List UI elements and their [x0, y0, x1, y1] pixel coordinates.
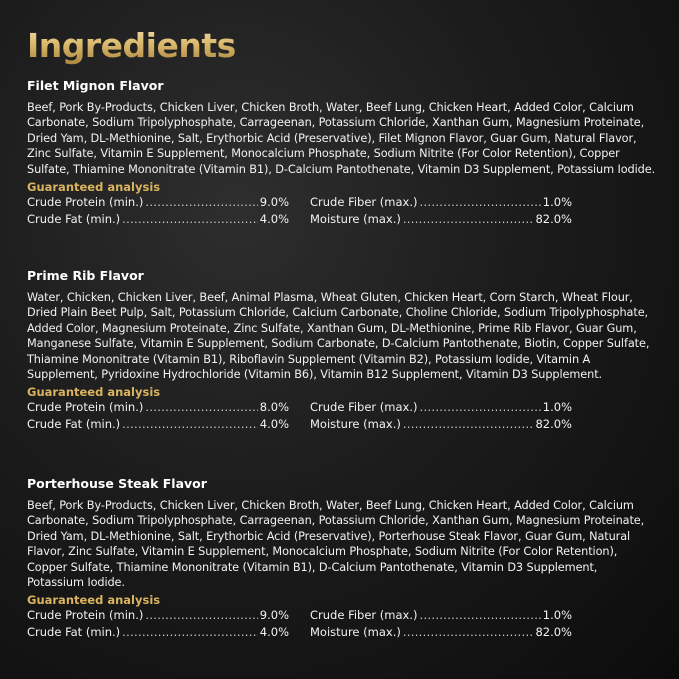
crude-protein-row — [27, 399, 289, 415]
flavor-section-filet-mignon — [27, 78, 657, 228]
moisture-row — [310, 624, 572, 640]
flavor-section-porterhouse — [27, 476, 657, 641]
crude-protein-row — [27, 607, 289, 623]
crude-fat-label: Crude Fat (min.) — [27, 212, 121, 227]
crude-protein-value: 8.0% — [259, 400, 289, 415]
analysis-title: Guaranteed analysis — [27, 593, 161, 608]
moisture-label: Moisture (max.) — [310, 212, 401, 227]
crude-fat-value: 4.0% — [259, 625, 289, 640]
crude-fiber-row — [310, 399, 572, 415]
crude-fat-row — [27, 211, 289, 227]
crude-fiber-value: 1.0% — [542, 608, 572, 623]
crude-protein-value: 9.0% — [259, 608, 289, 623]
flavor-section-prime-rib — [27, 268, 657, 433]
moisture-label: Moisture (max.) — [310, 417, 401, 432]
analysis-title: Guaranteed analysis — [27, 385, 161, 400]
crude-fat-label: Crude Fat (min.) — [27, 625, 121, 640]
ingredient-list: Beef, Pork By-Products, Chicken Liver, Chicken Broth, Water, Beef Lung, Chicken Heart, Added Color, Calcium Carbonate, Sodium Tripolyphosphate, Carrageenan, Potassium Chloride, Xanthan Gum, Magnesium Proteinate, Dried Yam, DL-Methionine, Salt, Erythorbic Acid (Preservative), Porterhouse Steak Flavor, Guar Gum, Natural Flavor, Zinc Sulfate, Vitamin E Supplement, Monocalcium Phosphate, Sodium Nitrite (For Color Retention), Copper Sulfate, Thiamine Mononitrate (Vitamin B1), D-Calcium Pantothenate, Vitamin D3 Supplement, Potassium Iodide. — [27, 499, 645, 590]
moisture-row — [310, 211, 572, 227]
moisture-row — [310, 416, 572, 432]
crude-fat-label: Crude Fat (min.) — [27, 417, 121, 432]
flavor-title: Porterhouse Steak Flavor — [27, 476, 207, 491]
crude-fiber-value: 1.0% — [542, 195, 572, 210]
analysis-title: Guaranteed analysis — [27, 180, 161, 195]
analysis-table — [27, 607, 657, 641]
ingredient-list: Water, Chicken, Chicken Liver, Beef, Animal Plasma, Wheat Gluten, Chicken Heart, Corn Starch, Wheat Flour, Dried Plain Beet Pulp, Salt, Potassium Chloride, Calcium Carbonate, Choline Chloride, Sodium Tripolyphosphate, Added Color, Magnesium Proteinate, Zinc Sulfate, Xanthan Gum, DL-Methionine, Prime Rib Flavor, Guar Gum, Manganese Sulfate, Vitamin E Supplement, Sodium Carbonate, D-Calcium Pantothenate, Biotin, Copper Sulfate, Thiamine Mononitrate (Vitamin B1), Riboflavin Supplement (Vitamin B2), Potassium Iodide, Vitamin A Supplement, Pyridoxine Hydrochloride (Vitamin B6), Vitamin B12 Supplement, Vitamin D3 Supplement. — [27, 291, 650, 382]
crude-protein-value: 9.0% — [259, 195, 289, 210]
analysis-table — [27, 194, 657, 228]
crude-fiber-row — [310, 607, 572, 623]
crude-fiber-label: Crude Fiber (max.) — [310, 195, 418, 210]
flavor-title: Prime Rib Flavor — [27, 268, 144, 283]
crude-fat-value: 4.0% — [259, 417, 289, 432]
crude-fat-row — [27, 416, 289, 432]
crude-fat-row — [27, 624, 289, 640]
crude-protein-row — [27, 194, 289, 210]
crude-protein-label: Crude Protein (min.) — [27, 195, 144, 210]
crude-protein-label: Crude Protein (min.) — [27, 608, 144, 623]
moisture-value: 82.0% — [535, 212, 572, 227]
crude-fat-value: 4.0% — [259, 212, 289, 227]
moisture-value: 82.0% — [535, 417, 572, 432]
page-title: Ingredients — [27, 26, 236, 65]
moisture-value: 82.0% — [535, 625, 572, 640]
crude-fiber-row — [310, 194, 572, 210]
moisture-label: Moisture (max.) — [310, 625, 401, 640]
analysis-table — [27, 399, 657, 433]
crude-fiber-label: Crude Fiber (max.) — [310, 608, 418, 623]
crude-protein-label: Crude Protein (min.) — [27, 400, 144, 415]
ingredient-list: Beef, Pork By-Products, Chicken Liver, Chicken Broth, Water, Beef Lung, Chicken Heart, Added Color, Calcium Carbonate, Sodium Tripolyphosphate, Carrageenan, Potassium Chloride, Xanthan Gum, Magnesium Proteinate, Dried Yam, DL-Methionine, Salt, Erythorbic Acid (Preservative), Filet Mignon Flavor, Guar Gum, Natural Flavor, Zinc Sulfate, Vitamin E Supplement, Monocalcium Phosphate, Sodium Nitrite (For Color Retention), Copper Sulfate, Thiamine Mononitrate (Vitamin B1), D-Calcium Pantothenate, Vitamin D3 Supplement, Potassium Iodide. — [27, 101, 656, 176]
flavor-title: Filet Mignon Flavor — [27, 78, 164, 93]
crude-fiber-value: 1.0% — [542, 400, 572, 415]
crude-fiber-label: Crude Fiber (max.) — [310, 400, 418, 415]
